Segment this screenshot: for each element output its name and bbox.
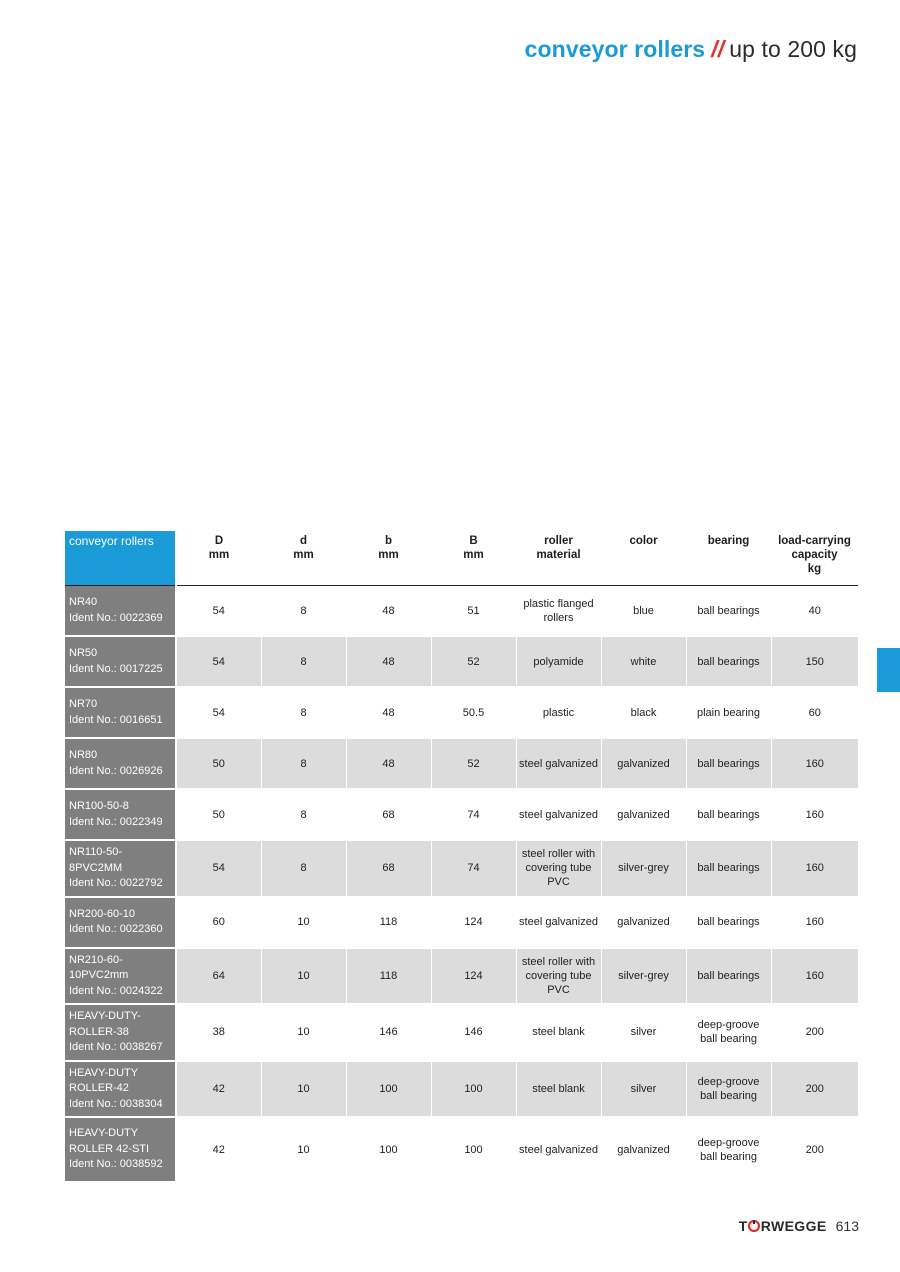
- header-product-label: conveyor rollers: [69, 534, 154, 548]
- cell-capacity: 200: [771, 1004, 858, 1061]
- cell-roller-width: 100: [346, 1061, 431, 1118]
- cell-material: steel galvanized: [516, 738, 601, 789]
- product-cell: [65, 948, 176, 1005]
- cell-color: galvanized: [601, 1117, 686, 1182]
- cell-bearing: ball bearings: [686, 789, 771, 840]
- cell-axle-diameter: 8: [261, 636, 346, 687]
- cell-capacity: 40: [771, 586, 858, 637]
- header-row: [65, 531, 858, 586]
- header-axle-length: [431, 531, 516, 586]
- product-name: NR100-50-8: [69, 800, 129, 812]
- cell-capacity: 200: [771, 1061, 858, 1118]
- product-cell: [65, 636, 176, 687]
- product-name: NR110-50-8PVC2MM: [69, 846, 123, 874]
- product-cell: [65, 897, 176, 948]
- header-label-line2: material: [536, 549, 581, 561]
- header-unit: kg: [807, 563, 822, 575]
- header-label: roller: [544, 535, 573, 547]
- torwegge-logo: [739, 1218, 827, 1234]
- product-name: HEAVY-DUTY ROLLER 42-STI: [69, 1127, 150, 1155]
- page-subtitle: up to 200 kg: [729, 36, 857, 62]
- cell-roller-width: 146: [346, 1004, 431, 1061]
- table-row: [65, 1117, 858, 1182]
- cell-capacity: 150: [771, 636, 858, 687]
- cell-axle-diameter: 8: [261, 586, 346, 637]
- cell-outer-diameter: 50: [176, 738, 261, 789]
- product-name: HEAVY-DUTY ROLLER-42: [69, 1066, 138, 1094]
- cell-color: silver: [601, 1004, 686, 1061]
- cell-capacity: 160: [771, 948, 858, 1005]
- product-cell: [65, 1004, 176, 1061]
- header-roller-material: [516, 531, 601, 586]
- header-unit: mm: [378, 549, 399, 561]
- cell-axle-length: 146: [431, 1004, 516, 1061]
- cell-roller-width: 48: [346, 636, 431, 687]
- cell-outer-diameter: 50: [176, 789, 261, 840]
- logo-o-mark-icon: [748, 1220, 760, 1232]
- cell-roller-width: 48: [346, 687, 431, 738]
- product-name: NR40: [69, 596, 98, 608]
- product-name: NR80: [69, 749, 98, 761]
- cell-outer-diameter: 38: [176, 1004, 261, 1061]
- product-name: NR50: [69, 647, 98, 659]
- cell-material: polyamide: [516, 636, 601, 687]
- header-roller-width: [346, 531, 431, 586]
- header-label: color: [629, 535, 658, 547]
- product-name: HEAVY-DUTY-ROLLER-38: [69, 1010, 141, 1038]
- cell-axle-diameter: 8: [261, 789, 346, 840]
- table-row: [65, 586, 858, 637]
- cell-outer-diameter: 54: [176, 687, 261, 738]
- cell-roller-width: 68: [346, 840, 431, 897]
- cell-bearing: deep-groove ball bearing: [686, 1061, 771, 1118]
- cell-roller-width: 118: [346, 897, 431, 948]
- cell-capacity: 160: [771, 897, 858, 948]
- table-body: [65, 586, 858, 1183]
- cell-bearing: deep-groove ball bearing: [686, 1004, 771, 1061]
- page-header: [525, 36, 857, 63]
- header-label: D: [214, 535, 224, 547]
- cell-color: silver-grey: [601, 840, 686, 897]
- header-unit: mm: [208, 549, 230, 561]
- table-row: [65, 687, 858, 738]
- cell-color: silver: [601, 1061, 686, 1118]
- cell-bearing: ball bearings: [686, 897, 771, 948]
- header-label: b: [384, 535, 393, 547]
- ident-number: Ident No.: 0022349: [69, 815, 163, 828]
- ident-number: Ident No.: 0016651: [69, 713, 163, 726]
- cell-roller-width: 48: [346, 586, 431, 637]
- cell-axle-length: 100: [431, 1061, 516, 1118]
- cell-axle-length: 74: [431, 789, 516, 840]
- header-label: B: [469, 535, 478, 547]
- header-color: [601, 531, 686, 586]
- cell-bearing: ball bearings: [686, 840, 771, 897]
- product-cell: [65, 586, 176, 637]
- cell-axle-length: 50.5: [431, 687, 516, 738]
- header-unit: mm: [463, 549, 484, 561]
- conveyor-rollers-table: [65, 531, 858, 1183]
- cell-outer-diameter: 64: [176, 948, 261, 1005]
- cell-material: plastic: [516, 687, 601, 738]
- cell-axle-diameter: 10: [261, 1004, 346, 1061]
- table-row: [65, 840, 858, 897]
- ident-number: Ident No.: 0024322: [69, 984, 163, 997]
- product-name: NR210-60-10PVC2mm: [69, 953, 129, 981]
- table-row: [65, 1004, 858, 1061]
- header-axle-diameter: [261, 531, 346, 586]
- header-label-line2: capacity: [791, 549, 838, 561]
- ident-number: Ident No.: 0038592: [69, 1158, 163, 1171]
- table-row: [65, 897, 858, 948]
- cell-material: steel roller with covering tube PVC: [516, 948, 601, 1005]
- cell-axle-length: 52: [431, 738, 516, 789]
- chapter-tab-marker: [877, 648, 900, 692]
- table-row: [65, 636, 858, 687]
- header-bearing: [686, 531, 771, 586]
- logo-text-end: RWEGGE: [760, 1218, 827, 1234]
- header-unit: mm: [293, 549, 314, 561]
- ident-number: Ident No.: 0017225: [69, 662, 163, 675]
- header-label: d: [299, 535, 308, 547]
- cell-material: steel galvanized: [516, 789, 601, 840]
- cell-axle-length: 124: [431, 897, 516, 948]
- ident-number: Ident No.: 0022369: [69, 611, 163, 624]
- cell-roller-width: 118: [346, 948, 431, 1005]
- cell-axle-diameter: 10: [261, 1117, 346, 1182]
- page-title: conveyor rollers: [524, 36, 706, 62]
- cell-outer-diameter: 42: [176, 1117, 261, 1182]
- cell-color: blue: [601, 586, 686, 637]
- cell-material: steel roller with covering tube PVC: [516, 840, 601, 897]
- cell-roller-width: 100: [346, 1117, 431, 1182]
- cell-bearing: ball bearings: [686, 948, 771, 1005]
- product-name: NR200-60-10: [69, 907, 136, 920]
- cell-axle-diameter: 10: [261, 948, 346, 1005]
- cell-capacity: 60: [771, 687, 858, 738]
- cell-color: silver-grey: [601, 948, 686, 1005]
- cell-material: steel galvanized: [516, 897, 601, 948]
- cell-color: galvanized: [601, 897, 686, 948]
- cell-material: steel galvanized: [516, 1117, 601, 1182]
- table-row: [65, 738, 858, 789]
- product-cell: [65, 1061, 176, 1118]
- cell-outer-diameter: 54: [176, 636, 261, 687]
- header-product: [65, 531, 176, 586]
- cell-axle-diameter: 8: [261, 687, 346, 738]
- cell-axle-diameter: 10: [261, 1061, 346, 1118]
- cell-bearing: plain bearing: [686, 687, 771, 738]
- ident-number: Ident No.: 0022360: [69, 923, 163, 935]
- cell-bearing: ball bearings: [686, 586, 771, 637]
- table-row: [65, 1061, 858, 1118]
- cell-axle-length: 51: [431, 586, 516, 637]
- page-footer: [739, 1218, 859, 1234]
- cell-axle-diameter: 10: [261, 897, 346, 948]
- table-row: [65, 948, 858, 1005]
- header-outer-diameter: [176, 531, 261, 586]
- cell-material: steel blank: [516, 1004, 601, 1061]
- table-row: [65, 789, 858, 840]
- cell-material: steel blank: [516, 1061, 601, 1118]
- header-label: bearing: [707, 535, 750, 547]
- header-load-capacity: [771, 531, 858, 586]
- ident-number: Ident No.: 0022792: [69, 877, 163, 889]
- product-cell: [65, 789, 176, 840]
- cell-capacity: 160: [771, 840, 858, 897]
- cell-outer-diameter: 54: [176, 840, 261, 897]
- cell-axle-length: 52: [431, 636, 516, 687]
- cell-axle-diameter: 8: [261, 738, 346, 789]
- cell-axle-length: 124: [431, 948, 516, 1005]
- table-header: [65, 531, 858, 586]
- cell-color: galvanized: [601, 789, 686, 840]
- cell-axle-length: 100: [431, 1117, 516, 1182]
- cell-roller-width: 48: [346, 738, 431, 789]
- cell-axle-length: 74: [431, 840, 516, 897]
- title-separator: //: [711, 36, 725, 62]
- ident-number: Ident No.: 0026926: [69, 764, 163, 777]
- cell-axle-diameter: 8: [261, 840, 346, 897]
- cell-capacity: 160: [771, 789, 858, 840]
- cell-capacity: 160: [771, 738, 858, 789]
- product-name: NR70: [69, 698, 98, 710]
- product-cell: [65, 738, 176, 789]
- cell-color: galvanized: [601, 738, 686, 789]
- cell-outer-diameter: 60: [176, 897, 261, 948]
- ident-number: Ident No.: 0038267: [69, 1041, 163, 1053]
- cell-material: plastic flanged rollers: [516, 586, 601, 637]
- product-cell: [65, 1117, 176, 1182]
- cell-roller-width: 68: [346, 789, 431, 840]
- cell-bearing: ball bearings: [686, 636, 771, 687]
- product-cell: [65, 687, 176, 738]
- header-label: load-carrying: [778, 535, 851, 547]
- cell-color: white: [601, 636, 686, 687]
- cell-color: black: [601, 687, 686, 738]
- ident-number: Ident No.: 0038304: [69, 1097, 163, 1110]
- cell-outer-diameter: 42: [176, 1061, 261, 1118]
- product-cell: [65, 840, 176, 897]
- cell-outer-diameter: 54: [176, 586, 261, 637]
- page-number: 613: [835, 1218, 859, 1234]
- cell-bearing: ball bearings: [686, 738, 771, 789]
- logo-text-start: T: [738, 1218, 748, 1234]
- cell-bearing: deep-groove ball bearing: [686, 1117, 771, 1182]
- cell-capacity: 200: [771, 1117, 858, 1182]
